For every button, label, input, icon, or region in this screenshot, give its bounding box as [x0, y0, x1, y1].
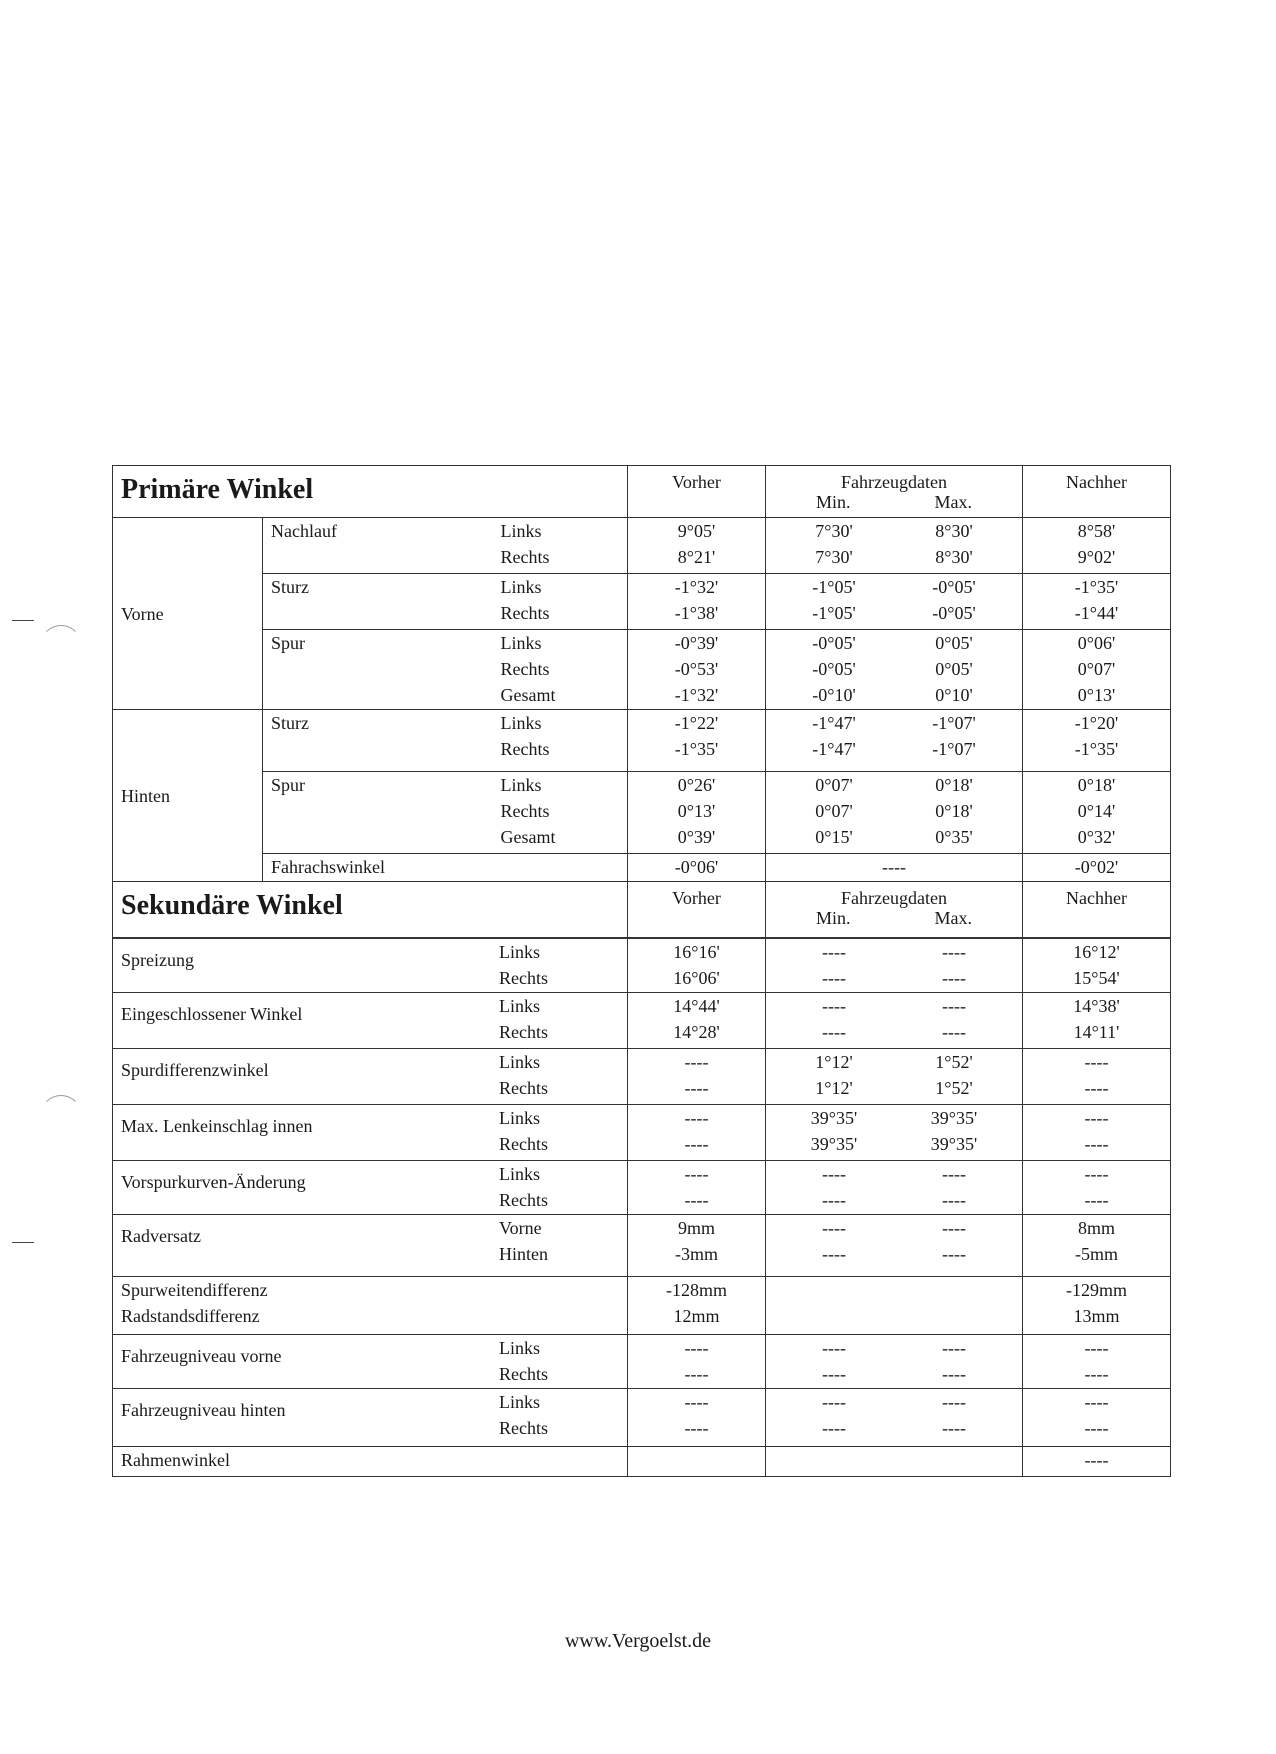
secondary-row — [113, 1335, 1171, 1389]
rear-spur-before: 0°26' 0°13' 0°39' — [628, 772, 766, 854]
secondary-row-after: -129mm 13mm — [1023, 1277, 1171, 1335]
alignment-report-table — [112, 465, 1170, 1477]
secondary-row-sides — [499, 1447, 619, 1473]
header-before: Vorher — [628, 466, 766, 518]
rear-sturz-before: -1°22' -1°35' — [628, 710, 766, 772]
secondary-row-after: ---- ---- — [1023, 1161, 1171, 1215]
secondary-row-vehicle: ---- ---- ---- ---- — [766, 1335, 1023, 1389]
secondary-row-before: 16°16' 16°06' — [628, 939, 766, 993]
punch-hole — [40, 1095, 82, 1137]
secondary-row-sides: Links Rechts — [499, 1052, 548, 1098]
front-sturz-before: -1°32' -1°38' — [628, 574, 766, 630]
secondary-row — [113, 993, 1171, 1049]
secondary-row — [113, 1277, 1171, 1335]
header-vehicle-data — [766, 882, 1023, 938]
secondary-row-sides: Links Rechts — [499, 996, 548, 1042]
secondary-row-sides: Links Rechts — [499, 1108, 548, 1154]
front-spur-vehicle: -0°05' 0°05' -0°05' 0°05' -0°10' 0°10' — [766, 630, 1023, 710]
front-sturz-label: Sturz — [263, 574, 493, 630]
rear-group-label: Hinten — [113, 710, 263, 882]
secondary-row-sides: Vorne Hinten — [499, 1218, 548, 1264]
thrust-angle-label: Fahrachswinkel — [263, 854, 628, 882]
secondary-row-vehicle: 1°12' 1°52' 1°12' 1°52' — [766, 1049, 1023, 1105]
secondary-row-before: ---- ---- — [628, 1389, 766, 1447]
header-vehicle-label: Fahrzeugdaten — [841, 888, 947, 908]
secondary-row-before: ---- ---- — [628, 1105, 766, 1161]
secondary-row-vehicle: ---- ---- ---- ---- — [766, 1389, 1023, 1447]
secondary-row-after: ---- — [1023, 1447, 1171, 1477]
secondary-row-after: 8mm -5mm — [1023, 1215, 1171, 1277]
secondary-row-after: 16°12' 15°54' — [1023, 939, 1171, 993]
header-vehicle-label: Fahrzeugdaten — [841, 472, 947, 492]
thrust-angle-before: -0°06' — [628, 854, 766, 882]
rear-sturz-sides: Links Rechts — [493, 710, 628, 772]
secondary-row-sides: Links Rechts — [499, 1392, 548, 1438]
secondary-angles-table — [112, 938, 1171, 1477]
secondary-row — [113, 1389, 1171, 1447]
rear-spur-sides: Links Rechts Gesamt — [493, 772, 628, 854]
front-spur-after: 0°06' 0°07' 0°13' — [1023, 630, 1171, 710]
header-after: Nachher — [1023, 882, 1171, 938]
front-spur-sides: Links Rechts Gesamt — [493, 630, 628, 710]
secondary-row-vehicle — [766, 1447, 1023, 1477]
secondary-row-before: ---- ---- — [628, 1161, 766, 1215]
header-max: Max. — [934, 908, 972, 928]
secondary-row-label: Spurweitendifferenz Radstandsdifferenz — [113, 1277, 628, 1335]
secondary-row-sides: Links Rechts — [499, 1338, 548, 1384]
footer-url: www.Vergoelst.de — [564, 1630, 712, 1652]
rear-spur-vehicle: 0°07' 0°18' 0°07' 0°18' 0°15' 0°35' — [766, 772, 1023, 854]
rear-spur-after: 0°18' 0°14' 0°32' — [1023, 772, 1171, 854]
nachlauf-vehicle: 7°30' 8°30' 7°30' 8°30' — [766, 518, 1023, 574]
secondary-row-after: ---- ---- — [1023, 1049, 1171, 1105]
primary-section-title: Primäre Winkel — [113, 466, 628, 518]
secondary-row-sides: Links Rechts — [499, 1164, 548, 1210]
secondary-row-sides: Links Rechts — [499, 942, 548, 988]
header-min: Min. — [815, 492, 851, 512]
secondary-row-after: ---- ---- — [1023, 1389, 1171, 1447]
rear-spur-label: Spur — [263, 772, 493, 854]
secondary-row-label: Vorspurkurven-Änderung Links Rechts — [113, 1161, 628, 1215]
secondary-row-before — [628, 1447, 766, 1477]
rear-sturz-label: Sturz — [263, 710, 493, 772]
nachlauf-before: 9°05' 8°21' — [628, 518, 766, 574]
nachlauf-sides: Links Rechts — [493, 518, 628, 574]
secondary-row-after: ---- ---- — [1023, 1105, 1171, 1161]
secondary-row-label: Spreizung Links Rechts — [113, 939, 628, 993]
secondary-row-vehicle: ---- ---- ---- ---- — [766, 939, 1023, 993]
rear-sturz-after: -1°20' -1°35' — [1023, 710, 1171, 772]
secondary-row-label: Radversatz Vorne Hinten — [113, 1215, 628, 1277]
punch-hole — [40, 625, 82, 667]
thrust-angle-after: -0°02' — [1023, 854, 1171, 882]
margin-mark — [12, 620, 34, 621]
header-vehicle-data — [766, 466, 1023, 518]
margin-mark — [12, 1242, 34, 1243]
secondary-row-label: Spurdifferenzwinkel Links Rechts — [113, 1049, 628, 1105]
secondary-row-vehicle — [766, 1277, 1023, 1335]
secondary-row-vehicle: ---- ---- ---- ---- — [766, 1215, 1023, 1277]
secondary-row-before: ---- ---- — [628, 1335, 766, 1389]
secondary-row-before: 9mm -3mm — [628, 1215, 766, 1277]
secondary-row-label: Fahrzeugniveau vorne Links Rechts — [113, 1335, 628, 1389]
secondary-row-before: 14°44' 14°28' — [628, 993, 766, 1049]
header-max: Max. — [934, 492, 972, 512]
secondary-row-label: Rahmenwinkel — [113, 1447, 628, 1477]
front-spur-before: -0°39' -0°53' -1°32' — [628, 630, 766, 710]
secondary-row-label: Max. Lenkeinschlag innen Links Rechts — [113, 1105, 628, 1161]
thrust-angle-vehicle: ---- — [766, 854, 1023, 882]
secondary-row — [113, 1049, 1171, 1105]
rear-sturz-vehicle: -1°47' -1°07' -1°47' -1°07' — [766, 710, 1023, 772]
secondary-row — [113, 1215, 1171, 1277]
secondary-row-vehicle: ---- ---- ---- ---- — [766, 993, 1023, 1049]
header-before: Vorher — [628, 882, 766, 938]
secondary-row-vehicle: 39°35' 39°35' 39°35' 39°35' — [766, 1105, 1023, 1161]
nachlauf-after: 8°58' 9°02' — [1023, 518, 1171, 574]
front-sturz-after: -1°35' -1°44' — [1023, 574, 1171, 630]
front-sturz-sides: Links Rechts — [493, 574, 628, 630]
header-min: Min. — [815, 908, 851, 928]
secondary-section-title: Sekundäre Winkel — [113, 882, 628, 938]
secondary-row-sides — [499, 1277, 619, 1329]
front-spur-label: Spur — [263, 630, 493, 710]
secondary-row-after: 14°38' 14°11' — [1023, 993, 1171, 1049]
secondary-row-vehicle: ---- ---- ---- ---- — [766, 1161, 1023, 1215]
front-group-label: Vorne — [113, 518, 263, 710]
secondary-row-label: Eingeschlossener Winkel Links Rechts — [113, 993, 628, 1049]
secondary-row — [113, 939, 1171, 993]
secondary-row — [113, 1447, 1171, 1477]
header-after: Nachher — [1023, 466, 1171, 518]
front-sturz-vehicle: -1°05' -0°05' -1°05' -0°05' — [766, 574, 1023, 630]
secondary-row — [113, 1161, 1171, 1215]
secondary-row-before: -128mm 12mm — [628, 1277, 766, 1335]
secondary-row-label: Fahrzeugniveau hinten Links Rechts — [113, 1389, 628, 1447]
nachlauf-label: Nachlauf — [263, 518, 493, 574]
secondary-row — [113, 1105, 1171, 1161]
secondary-row-before: ---- ---- — [628, 1049, 766, 1105]
secondary-row-after: ---- ---- — [1023, 1335, 1171, 1389]
